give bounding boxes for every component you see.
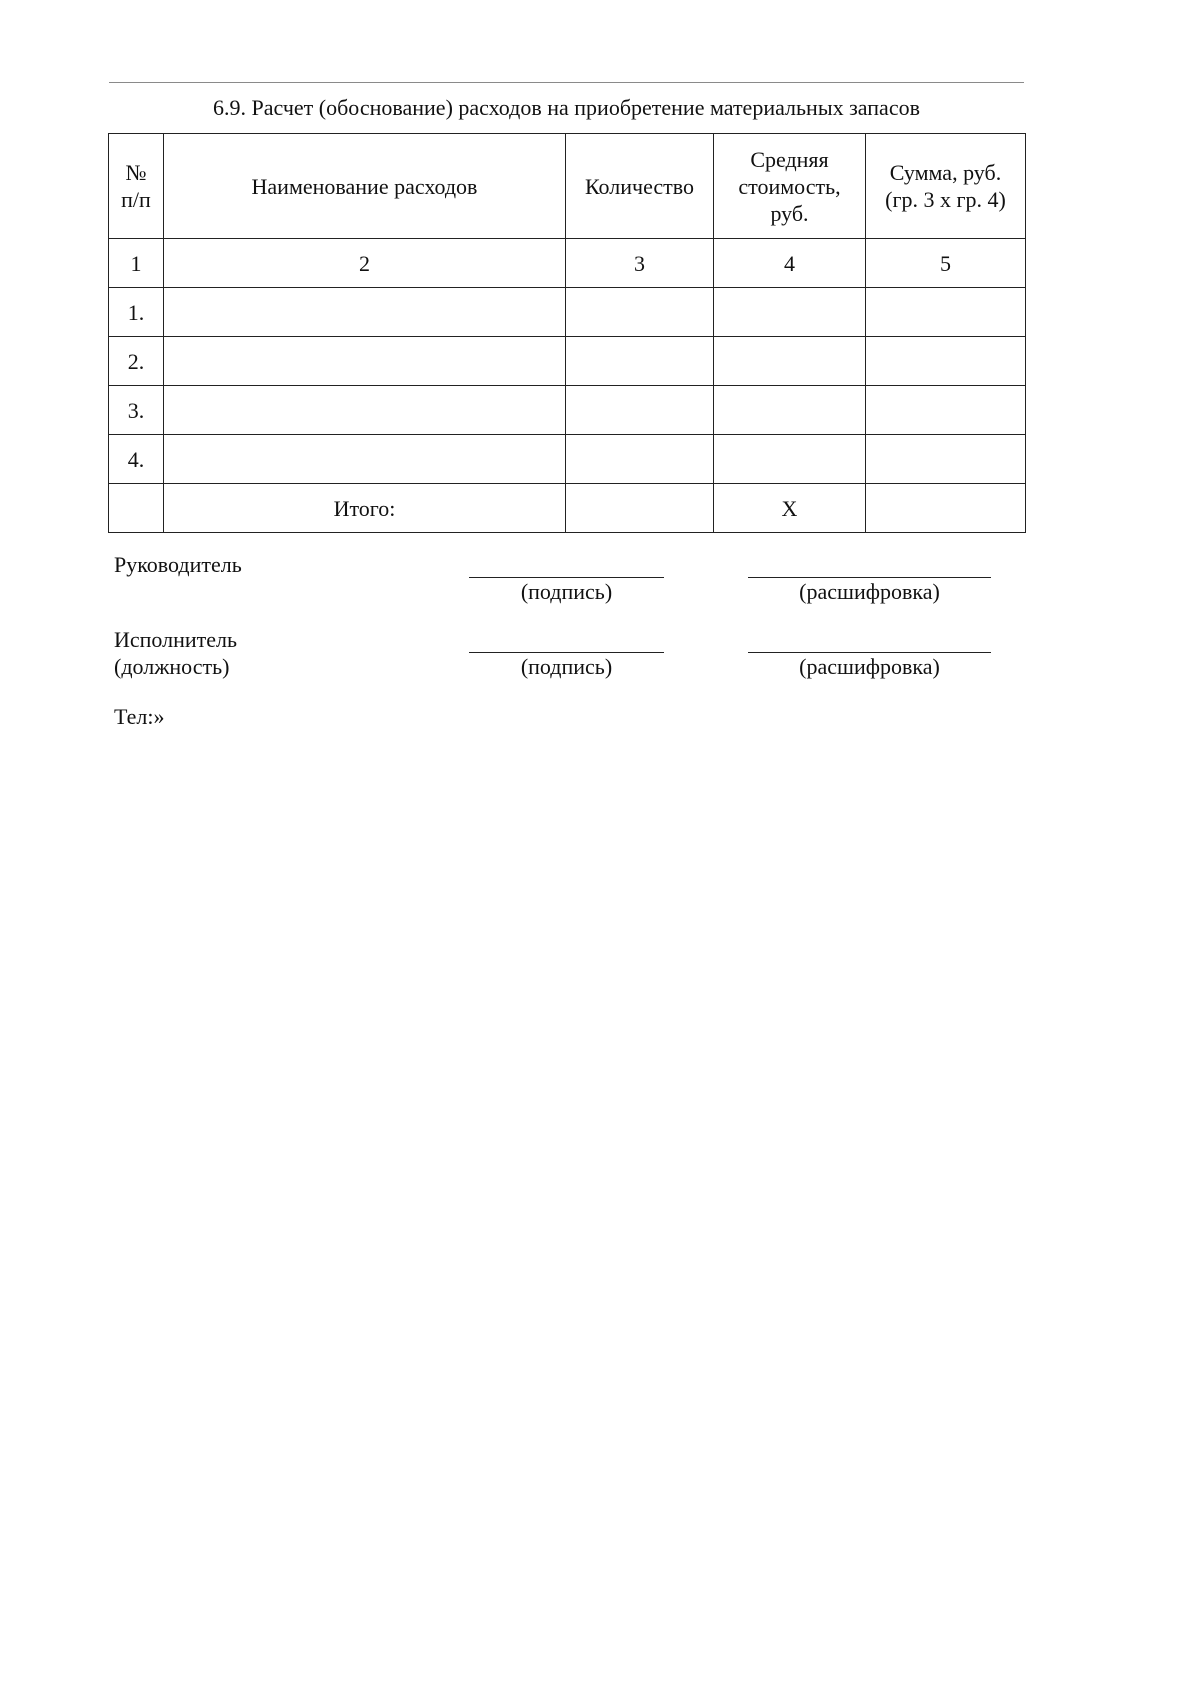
sum-cell[interactable] xyxy=(866,288,1026,337)
expense-name-cell[interactable] xyxy=(164,288,566,337)
row-number: 3. xyxy=(109,386,164,435)
row-number: 2. xyxy=(109,337,164,386)
header-expense-name: Наименование расходов xyxy=(164,134,566,239)
executor-decoding-caption: (расшифровка) xyxy=(799,654,940,679)
column-number: 5 xyxy=(866,239,1026,288)
head-decoding-caption: (расшифровка) xyxy=(799,579,940,604)
row-number: 4. xyxy=(109,435,164,484)
head-signature-caption: (подпись) xyxy=(520,579,613,604)
table-row xyxy=(109,435,1026,484)
column-number: 1 xyxy=(109,239,164,288)
sum-cell[interactable] xyxy=(866,435,1026,484)
table-row xyxy=(109,386,1026,435)
average-cost-cell[interactable] xyxy=(714,288,866,337)
table-row xyxy=(109,288,1026,337)
expenses-table xyxy=(108,133,1026,533)
executor-position-label: (должность) xyxy=(114,654,230,679)
quantity-cell[interactable] xyxy=(566,435,714,484)
row-number: 1. xyxy=(109,288,164,337)
quantity-cell[interactable] xyxy=(566,288,714,337)
header-number-sign: № xyxy=(125,160,147,185)
header-number xyxy=(109,134,164,239)
section-heading: 6.9. Расчет (обоснование) расходов на приобретение материальных запасов xyxy=(213,95,920,120)
header-average-cost: Средняя стоимость, руб. xyxy=(714,134,866,239)
total-number-cell xyxy=(109,484,164,533)
column-number-row xyxy=(109,239,1026,288)
average-cost-cell[interactable] xyxy=(714,337,866,386)
total-quantity-cell[interactable] xyxy=(566,484,714,533)
expense-name-cell[interactable] xyxy=(164,386,566,435)
sum-cell[interactable] xyxy=(866,337,1026,386)
total-label: Итого: xyxy=(164,484,566,533)
column-number: 4 xyxy=(714,239,866,288)
column-number: 3 xyxy=(566,239,714,288)
sum-cell[interactable] xyxy=(866,386,1026,435)
expense-name-cell[interactable] xyxy=(164,337,566,386)
total-row xyxy=(109,484,1026,533)
executor-label: Исполнитель xyxy=(114,627,238,652)
average-cost-cell[interactable] xyxy=(714,435,866,484)
table-row xyxy=(109,337,1026,386)
header-sum: Сумма, руб. (гр. 3 х гр. 4) xyxy=(866,134,1026,239)
column-number: 2 xyxy=(164,239,566,288)
total-average-cost-mark: X xyxy=(714,484,866,533)
head-label: Руководитель xyxy=(114,552,242,577)
header-quantity: Количество xyxy=(566,134,714,239)
total-sum-cell[interactable] xyxy=(866,484,1026,533)
average-cost-cell[interactable] xyxy=(714,386,866,435)
phone-label: Тел:» xyxy=(114,704,165,729)
quantity-cell[interactable] xyxy=(566,386,714,435)
expense-name-cell[interactable] xyxy=(164,435,566,484)
quantity-cell[interactable] xyxy=(566,337,714,386)
table-header-row xyxy=(109,134,1026,239)
top-rule xyxy=(109,82,1024,83)
header-number-sub: п/п xyxy=(121,187,151,212)
executor-signature-caption: (подпись) xyxy=(520,654,613,679)
